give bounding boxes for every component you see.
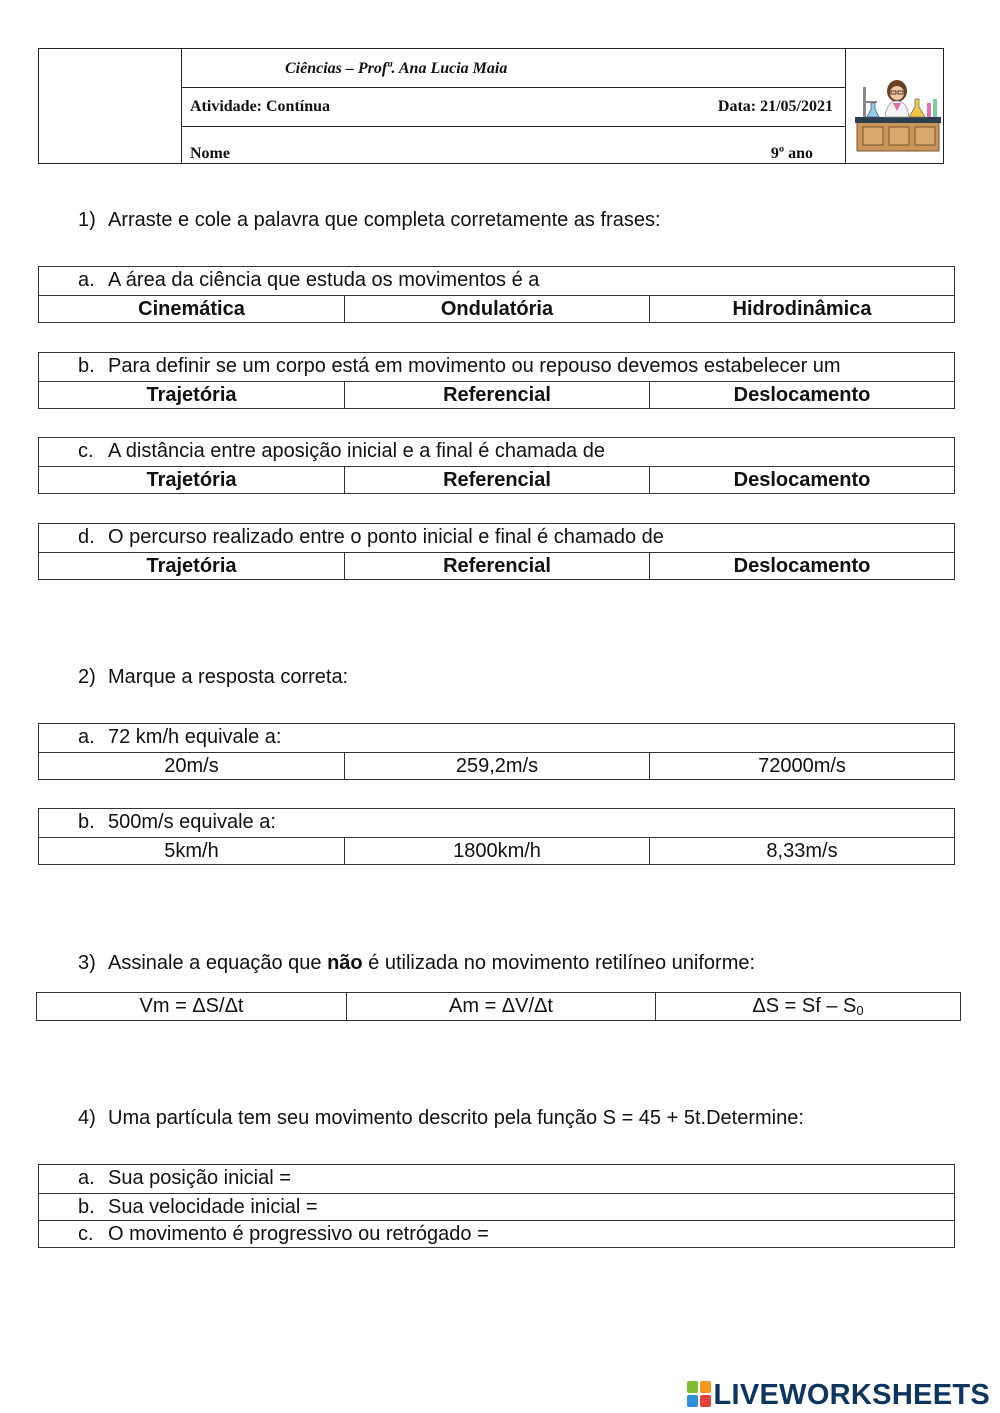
activity-label: Atividade: Contínua (190, 98, 331, 115)
option-row (39, 381, 954, 409)
option-cell[interactable]: Referencial (344, 382, 649, 409)
item-letter: b. (78, 355, 95, 377)
question-number: 4) (78, 1107, 96, 1129)
item-text: 500m/s equivale a: (108, 811, 276, 833)
date-label: Data: 21/05/2021 (717, 98, 833, 115)
grade-label: 9º ano (770, 145, 813, 162)
name-label: Nome (190, 145, 230, 162)
question-4-prompt (78, 1107, 804, 1130)
header-divider (181, 126, 845, 127)
question-text: Marque a resposta correta: (108, 666, 349, 688)
option-cell[interactable]: Deslocamento (649, 467, 954, 494)
answer-row[interactable] (39, 1220, 954, 1248)
item-text: 72 km/h equivale a: (108, 726, 282, 748)
q2-item-a (38, 723, 955, 780)
option-cell[interactable]: Ondulatória (344, 296, 649, 323)
item-text: O percurso realizado entre o ponto inicial e final é chamado de (108, 526, 664, 548)
item-statement (39, 353, 954, 381)
q1-item-c (38, 437, 955, 494)
item-letter: b. (78, 1196, 95, 1218)
item-letter: d. (78, 526, 95, 548)
q4-answers (38, 1164, 955, 1248)
option-cell[interactable]: Am = ΔV/Δt (346, 993, 655, 1021)
option-cell[interactable]: 72000m/s (649, 753, 954, 780)
header-divider (845, 49, 846, 163)
option-row (39, 552, 954, 580)
item-text: Sua posição inicial = (108, 1167, 291, 1189)
option-row (37, 993, 960, 1021)
item-statement (39, 724, 954, 752)
question-1-prompt (78, 209, 661, 232)
q3-options (36, 992, 961, 1021)
option-cell[interactable]: 20m/s (164, 755, 219, 777)
q1-item-a (38, 266, 955, 323)
item-letter: a. (78, 269, 95, 291)
item-text: Sua velocidade inicial = (108, 1196, 318, 1218)
header-divider (181, 49, 182, 163)
question-text: Uma partícula tem seu movimento descrito pela função S = 45 + 5t.Determine: (108, 1107, 804, 1129)
q2-item-b (38, 808, 955, 865)
question-3-prompt (78, 952, 755, 975)
question-text: Assinale a equação que (108, 952, 328, 974)
question-text-emphasis: não (327, 952, 363, 974)
item-statement (39, 267, 954, 295)
option-cell[interactable]: Vm = ΔS/Δt (139, 995, 244, 1017)
answer-row[interactable] (39, 1165, 954, 1193)
logo-text: LIVEWORKSHEETS (713, 1379, 990, 1411)
question-text: é utilizada no movimento retilíneo uniforme: (362, 952, 756, 974)
course-title: Ciências – Profª. Ana Lucia Maia (285, 60, 508, 77)
option-cell[interactable]: Deslocamento (649, 553, 954, 580)
question-number: 2) (78, 666, 96, 688)
question-2-prompt (78, 666, 348, 689)
option-cell[interactable]: 5km/h (164, 840, 219, 862)
liveworksheets-icon (687, 1381, 711, 1407)
worksheet-header (38, 48, 944, 164)
option-cell[interactable]: Trajetória (146, 555, 237, 577)
option-cell[interactable]: Trajetória (146, 469, 237, 491)
item-statement (39, 438, 954, 466)
option-cell[interactable] (655, 993, 960, 1021)
item-text: A distância entre aposição inicial e a final é chamada de (108, 440, 605, 462)
header-divider (181, 87, 845, 88)
option-cell[interactable]: Deslocamento (649, 382, 954, 409)
option-cell[interactable]: 259,2m/s (344, 753, 649, 780)
liveworksheets-logo (687, 1379, 991, 1412)
teacher-lab-illustration (853, 77, 943, 153)
subscript-zero: 0 (856, 1003, 864, 1018)
option-cell[interactable]: Cinemática (138, 298, 245, 320)
option-cell[interactable]: 8,33m/s (649, 838, 954, 865)
question-number: 1) (78, 209, 96, 231)
item-text: Para definir se um corpo está em movimento ou repouso devemos estabelecer um (108, 355, 841, 377)
option-cell[interactable]: Trajetória (146, 384, 237, 406)
item-statement (39, 809, 954, 837)
option-row (39, 752, 954, 780)
option-cell[interactable]: Hidrodinâmica (649, 296, 954, 323)
item-text: O movimento é progressivo ou retrógado = (108, 1223, 489, 1245)
question-text: Arraste e cole a palavra que completa corretamente as frases: (108, 209, 661, 231)
item-text: A área da ciência que estuda os movimentos é a (108, 269, 540, 291)
q1-item-b (38, 352, 955, 409)
option-row (39, 295, 954, 323)
option-row (39, 837, 954, 865)
item-statement (39, 524, 954, 552)
item-letter: c. (78, 1223, 94, 1245)
item-letter: a. (78, 726, 95, 748)
question-number: 3) (78, 952, 96, 974)
option-cell[interactable]: Referencial (344, 467, 649, 494)
item-letter: a. (78, 1167, 95, 1189)
item-letter: b. (78, 811, 95, 833)
item-letter: c. (78, 440, 94, 462)
option-cell[interactable]: 1800km/h (344, 838, 649, 865)
option-cell[interactable]: Referencial (344, 553, 649, 580)
answer-row[interactable] (39, 1193, 954, 1221)
option-text: ΔS = Sf – S (752, 995, 857, 1017)
option-row (39, 466, 954, 494)
q1-item-d (38, 523, 955, 580)
